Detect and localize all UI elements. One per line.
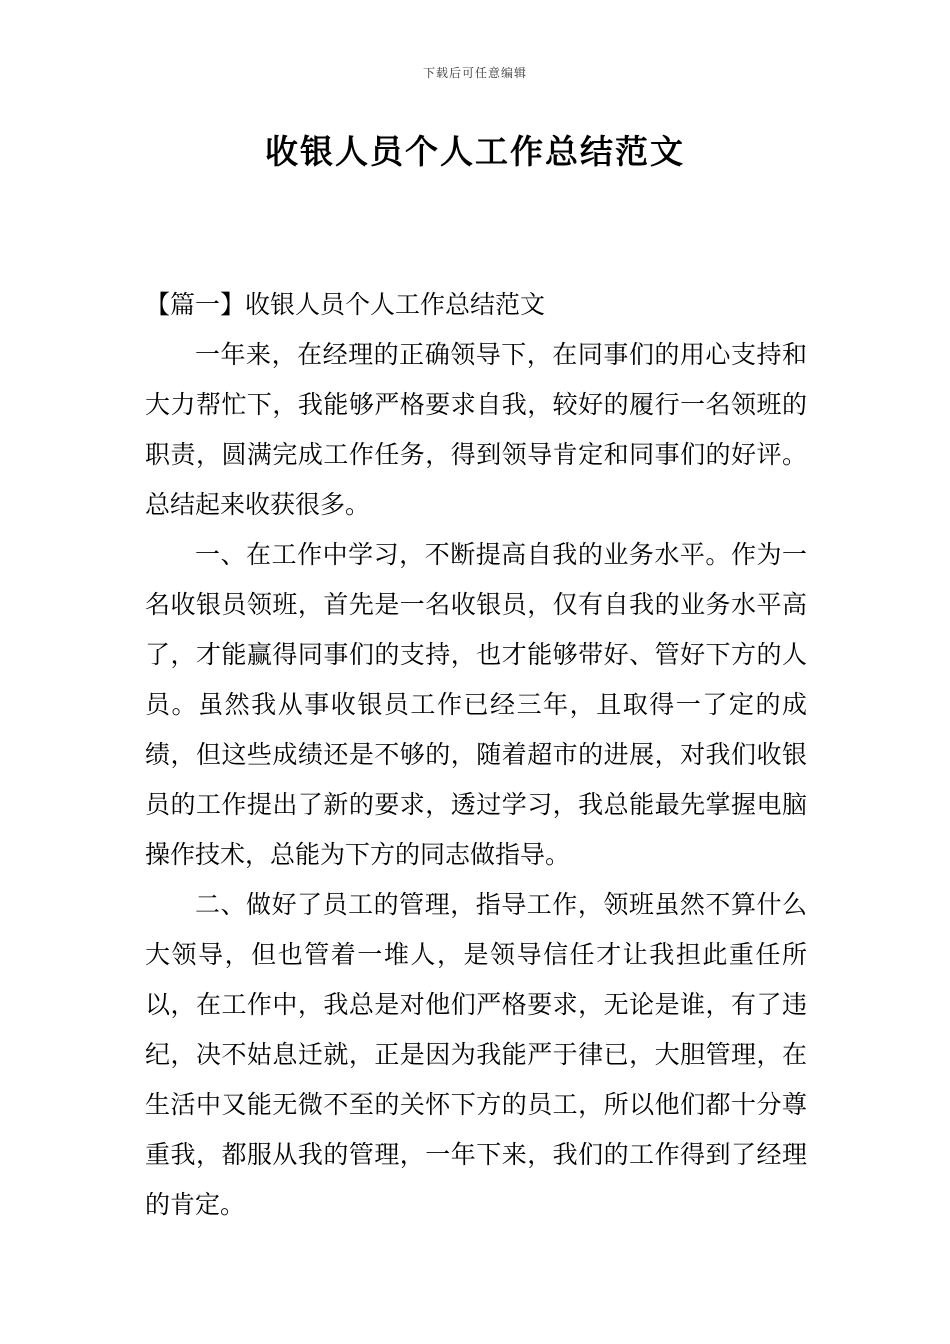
paragraph-point-one: 一、在工作中学习，不断提高自我的业务水平。作为一名收银员领班，首先是一名收银员，仅有自我的业务水平高了，才能赢得同事们的支持，也才能够带好、管好下方的人员。虽然我从事收银员工作已经三年，且取得一了定的成绩，但这些成绩还是不够的，随着超市的进展，对我们收银员的工作提出了新的要求，透过学习，我总能最先掌握电脑操作技术，总能为下方的同志做指导。 xyxy=(145,540,807,869)
paragraph-intro: 一年来，在经理的正确领导下，在同事们的用心支持和大力帮忙下，我能够严格要求自我，较好的履行一名领班的职责，圆满完成工作任务，得到领导肯定和同事们的好评。总结起来收获很多。 xyxy=(145,340,807,519)
paragraph-point-two: 二、做好了员工的管理，指导工作，领班虽然不算什么大领导，但也管着一堆人，是领导信任才让我担此重任所以，在工作中，我总是对他们严格要求，无论是谁，有了违纪，决不姑息迁就，正是因为我能严于律已，大胆管理，在生活中又能无微不至的关怀下方的员工，所以他们都十分尊重我，都服从我的管理，一年下来，我们的工作得到了经理的肯定。 xyxy=(145,890,807,1219)
document-title: 收银人员个人工作总结范文 xyxy=(265,132,685,171)
document-body xyxy=(145,280,807,1230)
header-note: 下载后可任意编辑 xyxy=(422,66,527,80)
section-heading: 【篇一】收银人员个人工作总结范文 xyxy=(145,290,546,319)
